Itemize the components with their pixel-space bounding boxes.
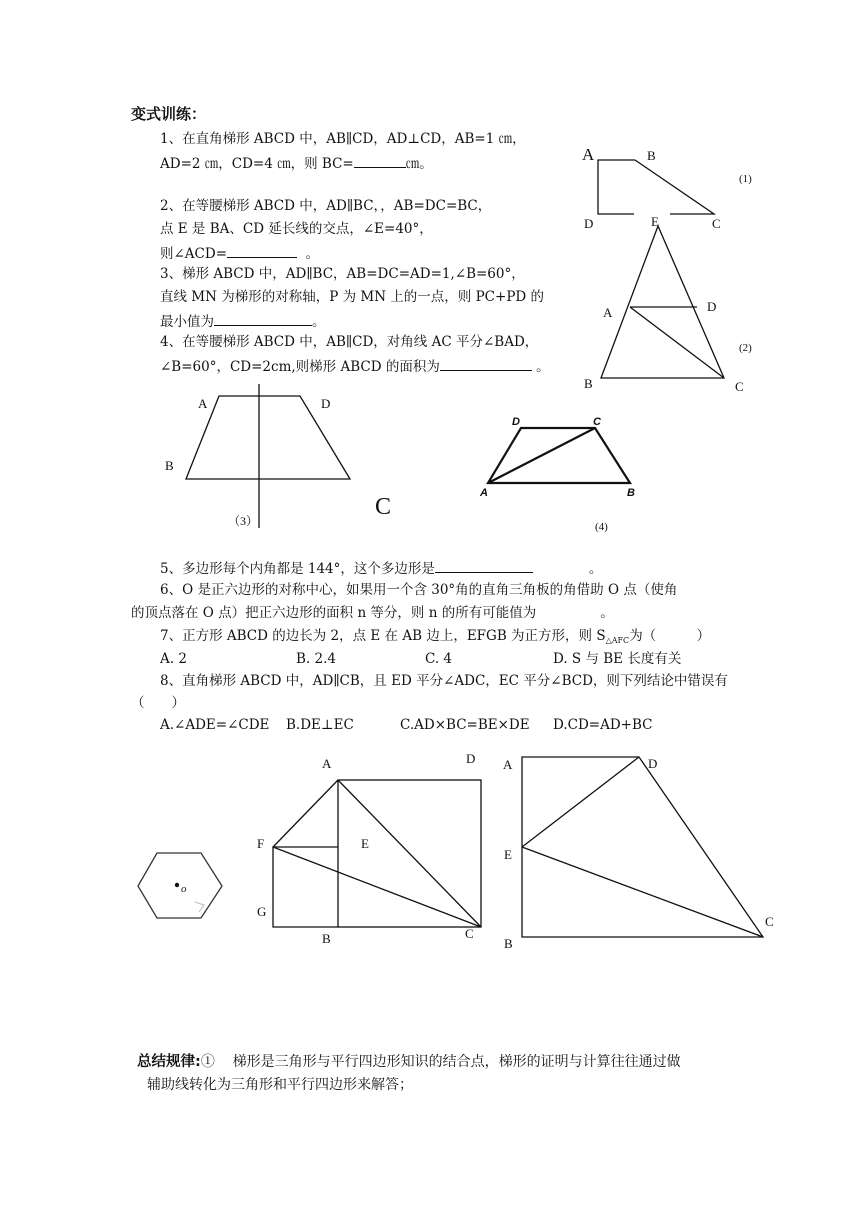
fig8-label-b: B xyxy=(504,936,513,951)
q3-line2: 直线 MN 为梯形的对称轴，P 为 MN 上的一点，则 PC+PD 的 xyxy=(160,289,545,305)
hexagon-label-o: o xyxy=(181,883,187,895)
q8-option-d: D.CD=AD+BC xyxy=(553,717,653,733)
q2-period: 。 xyxy=(305,246,320,262)
q8-option-a: A.∠ADE=∠CDE xyxy=(160,717,270,733)
q7-text: 7、正方形 ABCD 的边长为 2，点 E 在 AB 边上，EFGB 为正方形，则 S xyxy=(160,628,606,644)
q3-line1: 3、梯形 ABCD 中，AD∥BC，AB=DC=AD=1,∠B=60°， xyxy=(160,266,525,282)
q2-line1: 2、在等腰梯形 ABCD 中，AD∥BC，，AB=DC=BC， xyxy=(160,198,492,214)
fig8-label-c: C xyxy=(765,914,774,929)
fig8-segment-ec xyxy=(522,847,763,937)
fig7-label-b: B xyxy=(322,931,331,946)
section-heading: 变式训练： xyxy=(131,105,207,123)
q8-option-b: B.DE⊥EC xyxy=(286,717,354,733)
fig7-label-g: G xyxy=(257,904,267,919)
q5-period: 。 xyxy=(588,561,603,577)
fig4-caption: (4) xyxy=(595,521,608,533)
fig1-label-a: A xyxy=(582,145,595,164)
fig4-label-c: C xyxy=(593,416,601,428)
fig8-label-d: D xyxy=(648,756,658,771)
summary-line1 xyxy=(137,1054,681,1070)
fig3-caption: （3） xyxy=(228,514,259,528)
q7-text-end: 为（ ） xyxy=(629,628,711,644)
fig1-label-c: C xyxy=(712,216,721,231)
q8-option-c: C.AD×BC=BE×DE xyxy=(400,717,530,733)
q7-option-d: D. S 与 BE 长度有关 xyxy=(553,651,682,667)
q3-line3-text: 最小值为 xyxy=(160,314,214,330)
fig3-label-c: C xyxy=(375,494,392,520)
q2-line2: 点 E 是 BA、CD 延长线的交点，∠E=40°， xyxy=(160,221,433,237)
summary-label: 总结规律: xyxy=(137,1054,201,1070)
q1-unit: ㎝。 xyxy=(405,156,433,172)
q1-line1: 1、在直角梯形 ABCD 中，AB∥CD，AD⊥CD，AB=1 ㎝， xyxy=(160,131,526,147)
q8-line1: 8、直角梯形 ABCD 中，AD∥CB，且 ED 平分∠ADC，EC 平分∠BCD，则下列结论中错误有 xyxy=(160,673,728,689)
q7-option-b: B. 2.4 xyxy=(296,651,336,667)
q3-period: 。 xyxy=(312,314,326,330)
fig3-label-a: A xyxy=(198,396,208,411)
fig7-label-f: F xyxy=(257,836,265,851)
q6-period: 。 xyxy=(600,605,614,621)
fig8-label-a: A xyxy=(503,757,513,772)
fig2-label-a: A xyxy=(603,305,613,320)
q4-line2-text: ∠B=60°，CD=2cm,则梯形 ABCD 的面积为 xyxy=(160,359,440,375)
fig4-label-b: B xyxy=(627,487,635,499)
fig2-label-b: B xyxy=(584,376,593,391)
summary-marker: ① xyxy=(200,1054,215,1070)
q8-line2: （ ） xyxy=(131,695,185,711)
fig1-caption: (1) xyxy=(739,173,752,185)
fig7-label-c: C xyxy=(465,926,474,941)
fig7-label-d: D xyxy=(466,751,476,766)
fig4-label-d: D xyxy=(512,416,520,428)
fig2-label-e: E xyxy=(651,214,659,229)
q2-line3-text: 则∠ACD= xyxy=(160,246,228,262)
q6-line2-text: 的顶点落在 O 点）把正六边形的面积 n 等分，则 n 的所有可能值为 xyxy=(131,605,537,621)
q1-line2-text: AD=2 ㎝，CD=4 ㎝，则 BC= xyxy=(160,156,354,172)
fig4-label-a: A xyxy=(480,487,488,499)
q4-line1: 4、在等腰梯形 ABCD 中，AB∥CD，对角线 AC 平分∠BAD， xyxy=(160,334,539,350)
fig8-trapezoid xyxy=(522,757,763,937)
q7-option-c: C. 4 xyxy=(425,651,453,667)
fig3-label-b: B xyxy=(165,458,174,473)
q5-text: 5、多边形每个内角都是 144°，这个多边形是 xyxy=(160,561,435,577)
fig3-label-d: D xyxy=(321,396,331,411)
q7-subscript: △AFC xyxy=(605,636,630,645)
fig7-label-e: E xyxy=(361,836,369,851)
summary-line2: 辅助线转化为三角形和平行四边形来解答； xyxy=(147,1077,413,1093)
fig2-caption: (2) xyxy=(739,342,752,354)
fig8-label-e: E xyxy=(504,847,512,862)
q4-period: 。 xyxy=(536,359,550,375)
fig1-label-d: D xyxy=(584,216,594,231)
summary-text-1: 梯形是三角形与平行四边形知识的结合点，梯形的证明与计算往往通过做 xyxy=(232,1054,681,1070)
fig2-label-c: C xyxy=(735,379,744,394)
fig7-label-a: A xyxy=(322,756,332,771)
fig1-label-b: B xyxy=(647,148,656,163)
fig2-label-d: D xyxy=(707,299,717,314)
q7-option-a: A. 2 xyxy=(160,651,187,667)
q6-line1: 6、O 是正六边形的对称中心，如果用一个含 30°角的直角三角板的角借助 O 点（使角 xyxy=(160,582,678,598)
fig8-segment-ed xyxy=(522,757,639,847)
